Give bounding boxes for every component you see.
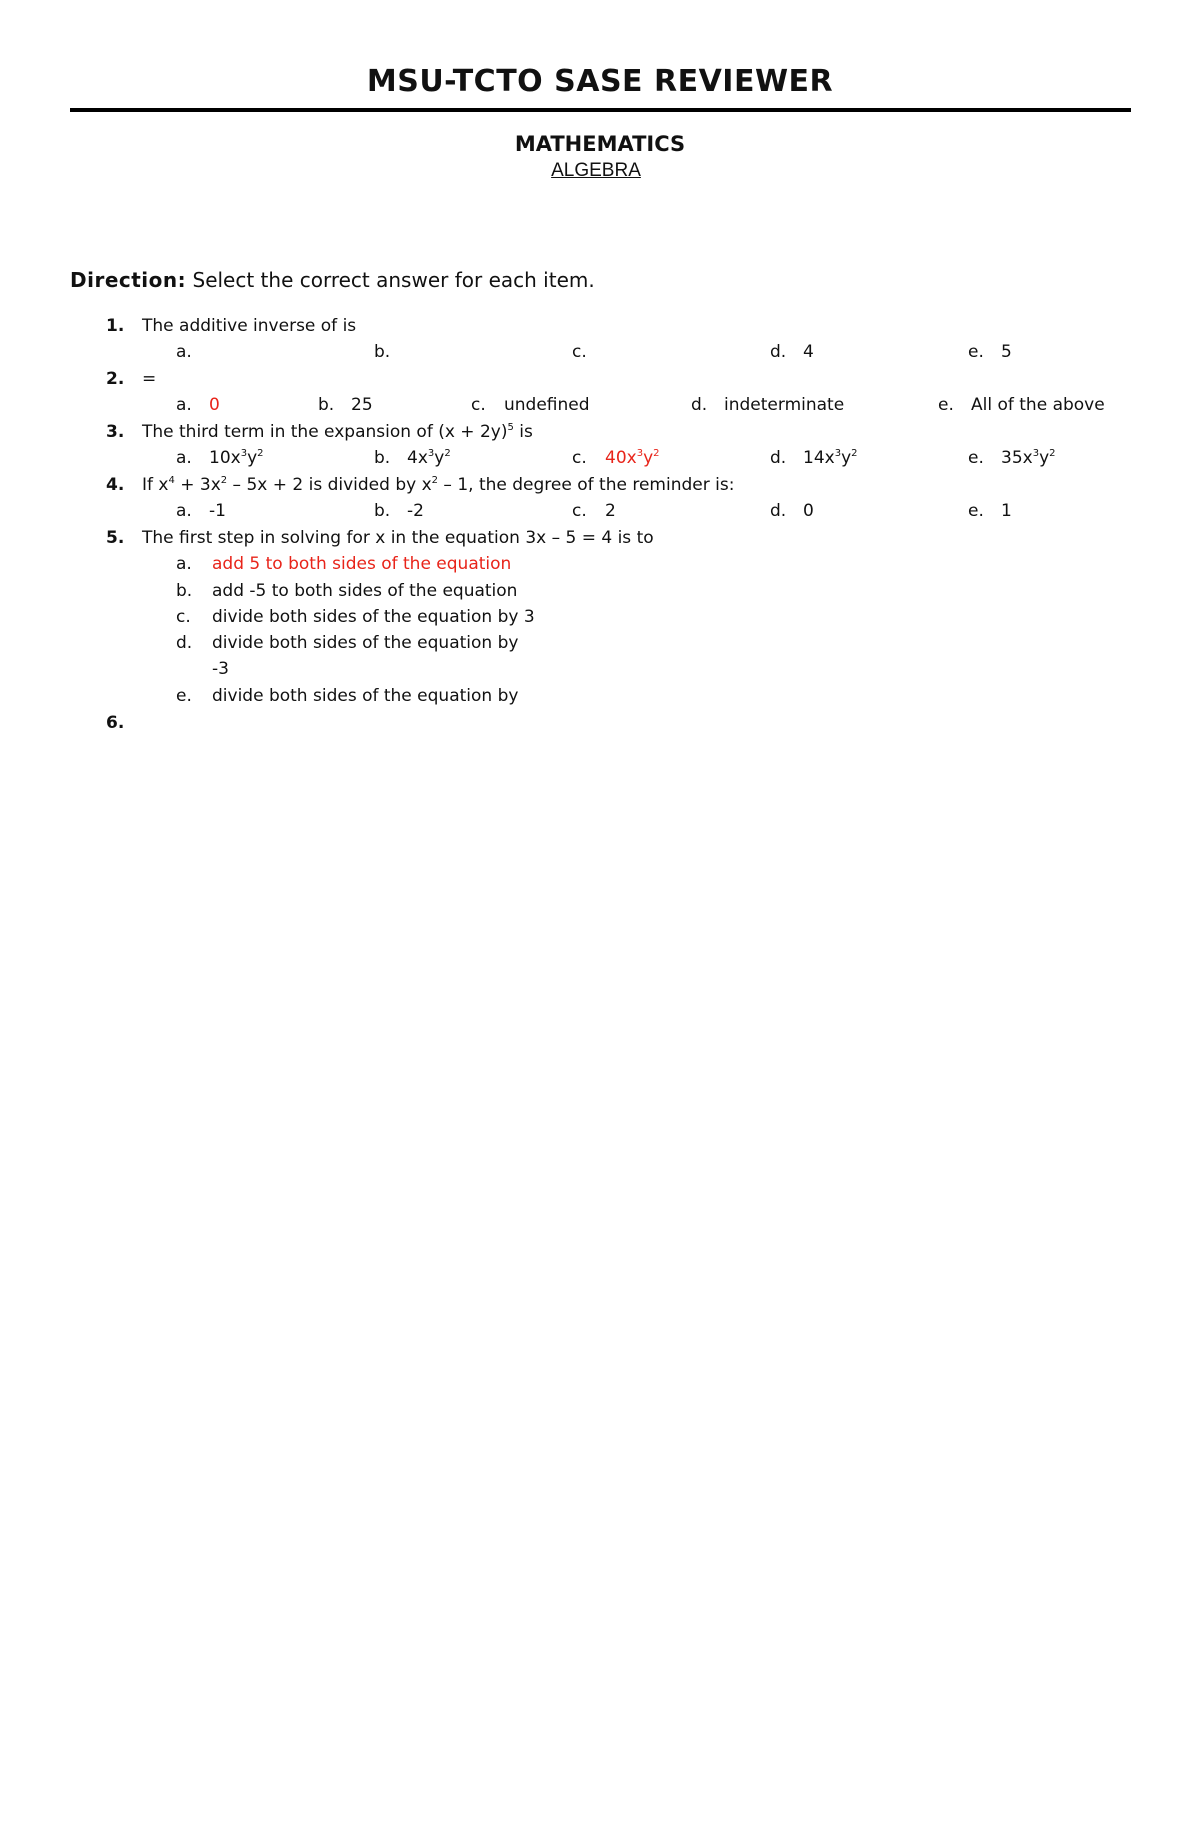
question-number: 6. (106, 713, 125, 733)
option-e: e. 1 (968, 501, 1012, 521)
option-b: b. 25 (318, 395, 373, 415)
option-b: b. $4x^3y^2$ (374, 448, 451, 468)
option-b: b. add -5 to both sides of the equation (176, 581, 518, 601)
option-a-correct: a. 0 (176, 395, 220, 415)
question-number: 2. (106, 369, 125, 389)
option-a: a. $10x^3y^2$ (176, 448, 264, 468)
option-d: d. 0 (770, 501, 814, 521)
option-c: c. 2 (572, 501, 616, 521)
option-c-correct: c. $40x^3y^2$ (572, 448, 660, 468)
option-e: e. divide both sides of the equation by (176, 686, 519, 706)
option-c: c. divide both sides of the equation by 3 (176, 607, 535, 627)
option-e: e. 5 (968, 342, 1012, 362)
option-a: a. (176, 342, 192, 362)
title-divider (70, 108, 1131, 112)
option-d: d. $14x^3y^2$ (770, 448, 858, 468)
option-b: b. (374, 342, 391, 362)
question-number: 1. (106, 316, 125, 336)
direction-line (70, 268, 595, 292)
option-e: e. $35x^3y^2$ (968, 448, 1056, 468)
option-e: e. All of the above (938, 395, 1105, 415)
question-text: If $x^4 + 3x^2 - 5x + 2$ is divided by $x^2 - 1$, the degree of the reminder is: (142, 475, 735, 495)
question-number: 3. (106, 422, 125, 442)
question-number: 5. (106, 528, 125, 548)
topic-label: ALGEBRA (551, 160, 641, 181)
question-text: The first step in solving for x in the equation 3x – 5 = 4 is to (142, 528, 654, 548)
option-c: c. undefined (471, 395, 590, 415)
question-text: The additive inverse of is (142, 316, 357, 336)
option-d-continuation: -3 (212, 659, 229, 679)
option-c: c. (572, 342, 587, 362)
question-text: The third term in the expansion of $(x + 2y)^5$ is (142, 422, 533, 442)
option-d: d. divide both sides of the equation by (176, 633, 519, 653)
direction-text: Select the correct answer for each item. (192, 268, 595, 292)
question-text: = (142, 369, 157, 389)
direction-label: Direction: (70, 268, 187, 292)
option-a: a. -1 (176, 501, 226, 521)
question-number: 4. (106, 475, 125, 495)
option-b: b. -2 (374, 501, 424, 521)
option-d: d. indeterminate (691, 395, 845, 415)
document-title: MSU-TCTO SASE REVIEWER (366, 64, 834, 99)
topic-heading (70, 160, 1130, 182)
option-a-correct: a. add 5 to both sides of the equation (176, 554, 512, 574)
option-d: d. 4 (770, 342, 814, 362)
subject-heading: MATHEMATICS (514, 132, 686, 156)
